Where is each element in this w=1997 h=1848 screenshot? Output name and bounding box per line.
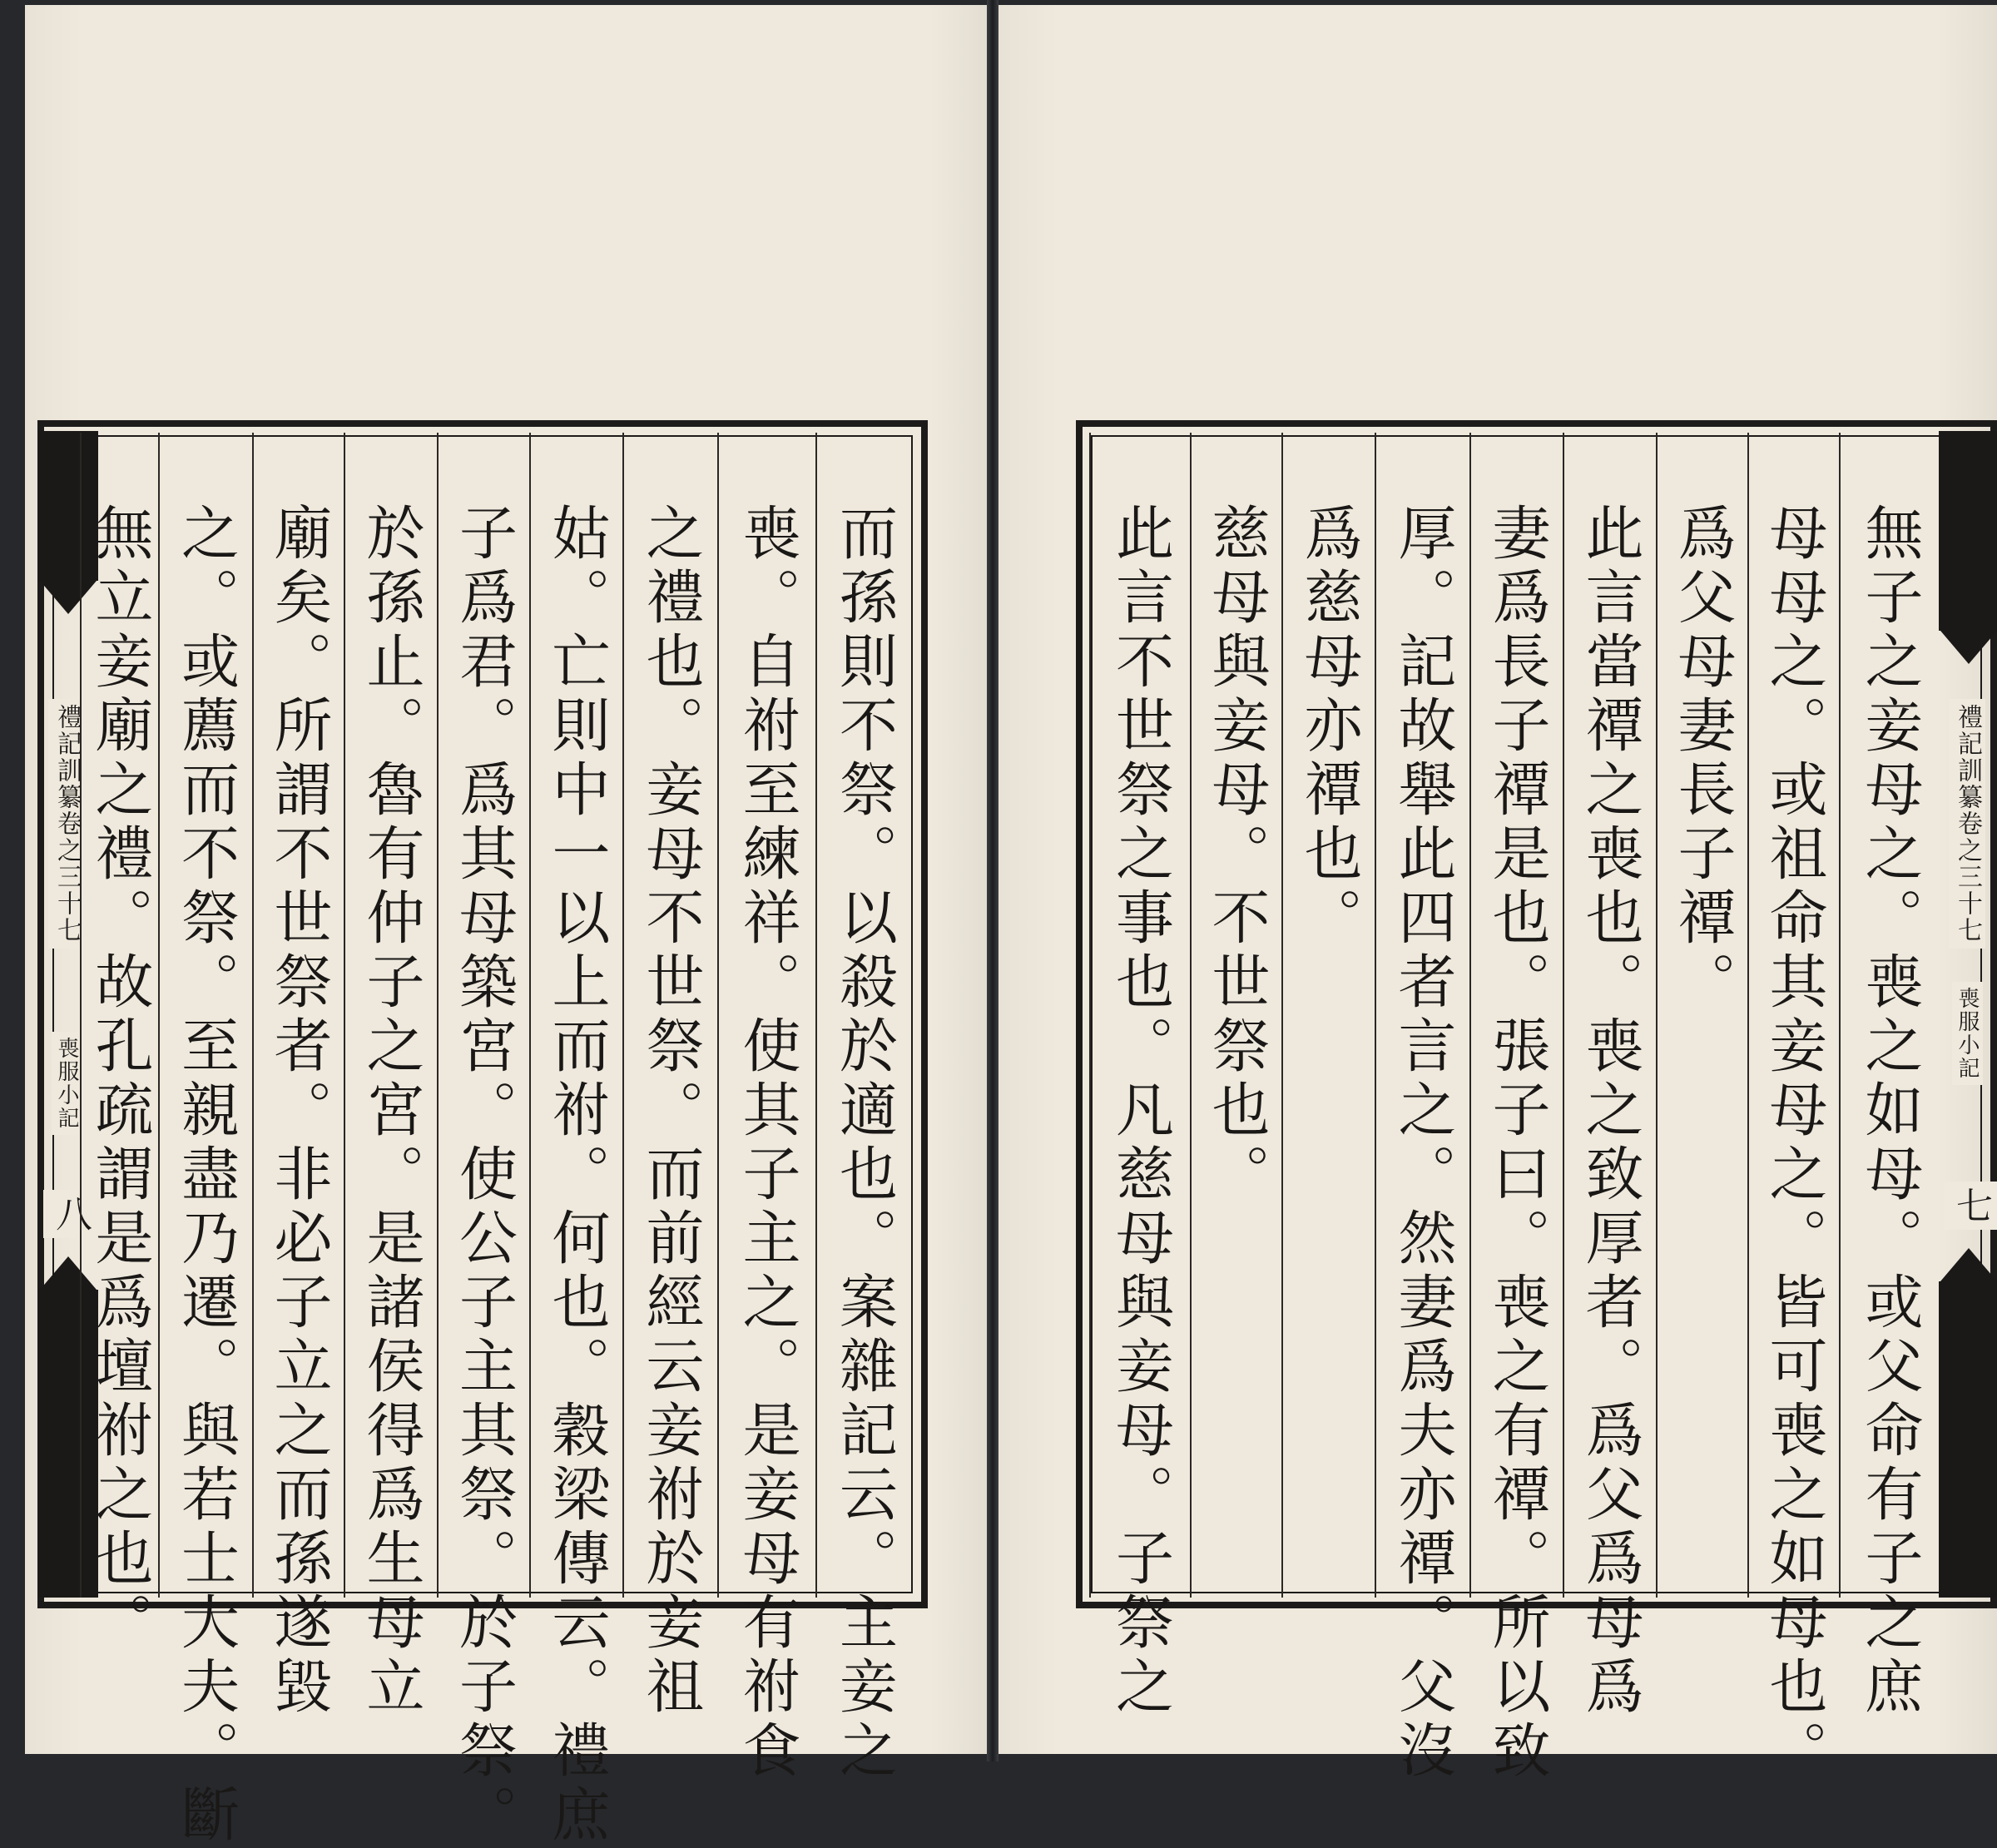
book-gutter (987, 0, 998, 1761)
right-page-fishtail-lower (1940, 1248, 1997, 1281)
right-page-heart-title: 禮記訓纂卷之三十七 (1949, 699, 1985, 949)
left-page-heart-title: 禮記訓纂卷之三十七 (48, 699, 85, 949)
left-column-4: 姑。亡則中一以上而祔。何也。穀梁傳云。禮庶 (529, 433, 622, 1598)
right-column-8: 慈母與妾母。不世祭也。 (1190, 433, 1281, 1598)
left-page-heart-number: 八 (43, 1190, 97, 1238)
left-column-1: 而孫則不祭。以殺於適也。案雜記云。主妾之 (815, 433, 911, 1598)
right-page-fishtail-upper (1940, 631, 1997, 664)
right-page-heart-number: 七 (1944, 1182, 1997, 1230)
left-page-heart-section: 喪服小記 (52, 1032, 82, 1135)
right-page-fishmouth-upper (1939, 431, 1997, 631)
left-column-7: 廟矣。所謂不世祭者。非必子立之而孫遂毀 (252, 433, 344, 1598)
right-column-6: 厚。記故舉此四者言之。然妻爲夫亦禫。父沒 (1375, 433, 1469, 1598)
right-column-1: 無子之妾母之。喪之如母。或父命有子之庶 (1839, 433, 1939, 1598)
right-column-9: 此言不世祭之事也。凡慈母與妾母。子祭之 (1089, 433, 1190, 1598)
right-page-fishmouth-lower (1939, 1281, 1997, 1598)
left-column-2: 喪。自祔至練祥。使其子主之。是妾母有祔食 (717, 433, 815, 1598)
right-column-7: 爲慈母亦禫也。 (1281, 433, 1375, 1598)
left-column-3: 之禮也。妾母不世祭。而前經云妾祔於妾祖 (622, 433, 717, 1598)
left-column-8: 之。或薦而不祭。至親盡乃遷。與若士大夫。斷 (158, 433, 252, 1598)
left-column-6: 於孫止。魯有仲子之宮。是諸侯得爲生母立 (344, 433, 437, 1598)
left-column-9: 無立妾廟之禮。故孔疏謂是爲壇祔之也。 (80, 433, 158, 1598)
right-column-2: 母母之。或祖命其妾母之。皆可喪之如母也。 (1747, 433, 1839, 1598)
right-page-heart-section: 喪服小記 (1952, 982, 1983, 1085)
right-column-5: 妻爲長子禫是也。張子曰。喪之有禫。所以致 (1469, 433, 1563, 1598)
right-column-3: 爲父母妻長子禫。 (1656, 433, 1747, 1598)
right-column-4: 此言當禫之喪也。喪之致厚者。爲父爲母爲 (1563, 433, 1656, 1598)
left-column-5: 子爲君。爲其母築宮。使公子主其祭。於子祭。 (437, 433, 529, 1598)
